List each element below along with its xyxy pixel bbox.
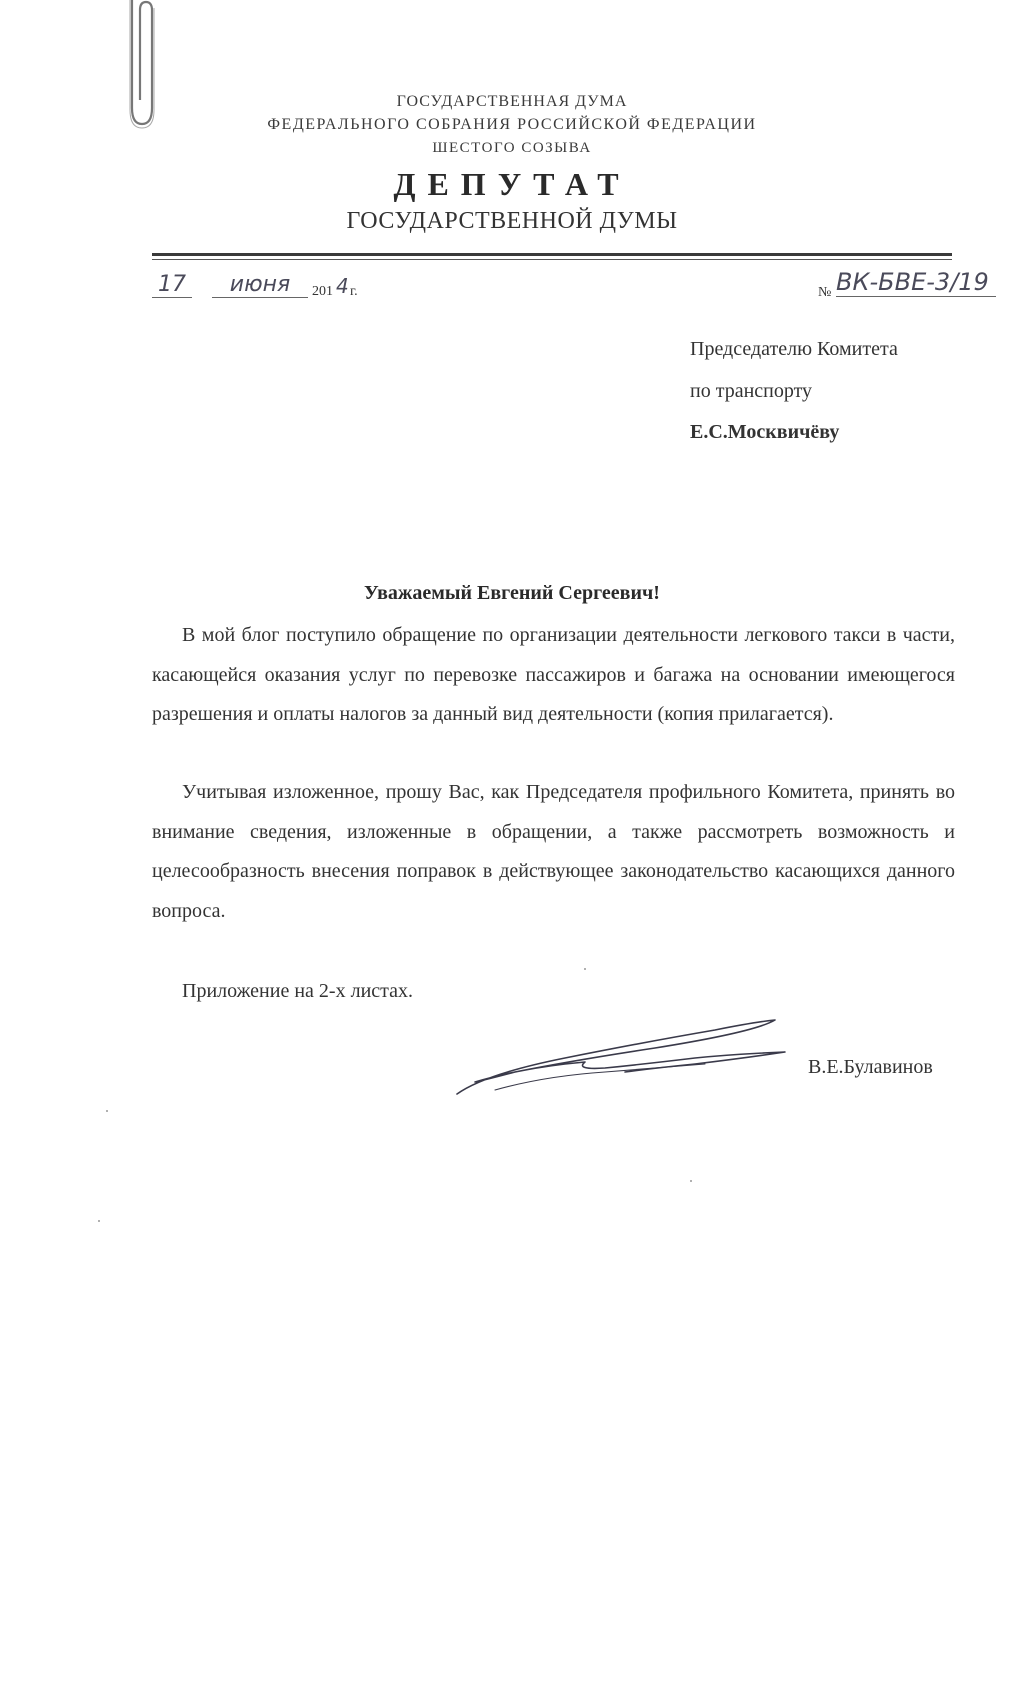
header-rule-thick <box>152 253 952 256</box>
addressee-line-1: Председателю Комитета <box>690 338 898 360</box>
addressee-line-2: по транспорту <box>690 380 813 402</box>
scan-speck <box>106 1110 108 1112</box>
scan-speck <box>690 1180 692 1182</box>
greeting: Уважаемый Евгений Сергеевич! <box>364 582 660 604</box>
header-rule-thin <box>152 259 952 260</box>
attachment-note: Приложение на 2-х листах. <box>182 980 414 1002</box>
date-year-prefix: 201 <box>312 284 333 299</box>
addressee-name: Е.С.Москвичёву <box>690 421 840 443</box>
scan-speck <box>98 1220 100 1222</box>
date-suffix: г. <box>350 284 358 299</box>
paperclip-icon <box>118 0 162 135</box>
letterhead-line-3: ШЕСТОГО СОЗЫВА <box>432 140 592 156</box>
letterhead-subtitle: ГОСУДАРСТВЕННОЙ ДУМЫ <box>346 208 678 234</box>
date-month: июня <box>212 272 308 298</box>
signature-image <box>455 1018 795 1098</box>
reference-label: № <box>818 285 832 300</box>
date-day: 17 <box>152 272 192 298</box>
letterhead-line-2: ФЕДЕРАЛЬНОГО СОБРАНИЯ РОССИЙСКОЙ ФЕДЕРАЦИИ <box>267 116 757 133</box>
date-year-digit: 4 <box>336 274 349 298</box>
reference-number: ВК-БВЕ-3/19 <box>836 268 996 297</box>
signer-name: В.Е.Булавинов <box>808 1056 933 1078</box>
letterhead-title: ДЕПУТАТ <box>393 166 631 202</box>
letterhead-line-1: ГОСУДАРСТВЕННАЯ ДУМА <box>396 93 628 110</box>
scan-speck <box>584 968 586 970</box>
paragraph-2: Учитывая изложенное, прошу Вас, как Председателя профильного Комитета, принять во внимание сведения, изложенные в обращении, а также рассмотреть возможность и целесообразность внесения поправок в действующее законодательство касающихся данного вопроса. <box>152 781 955 922</box>
paragraph-1: В мой блог поступило обращение по организации деятельности легкового такси в части, касающейся оказания услуг по перевозке пассажиров и багажа на основании имеющегося разрешения и оплаты налогов за данный вид деятельности (копия прилагается). <box>152 624 955 725</box>
